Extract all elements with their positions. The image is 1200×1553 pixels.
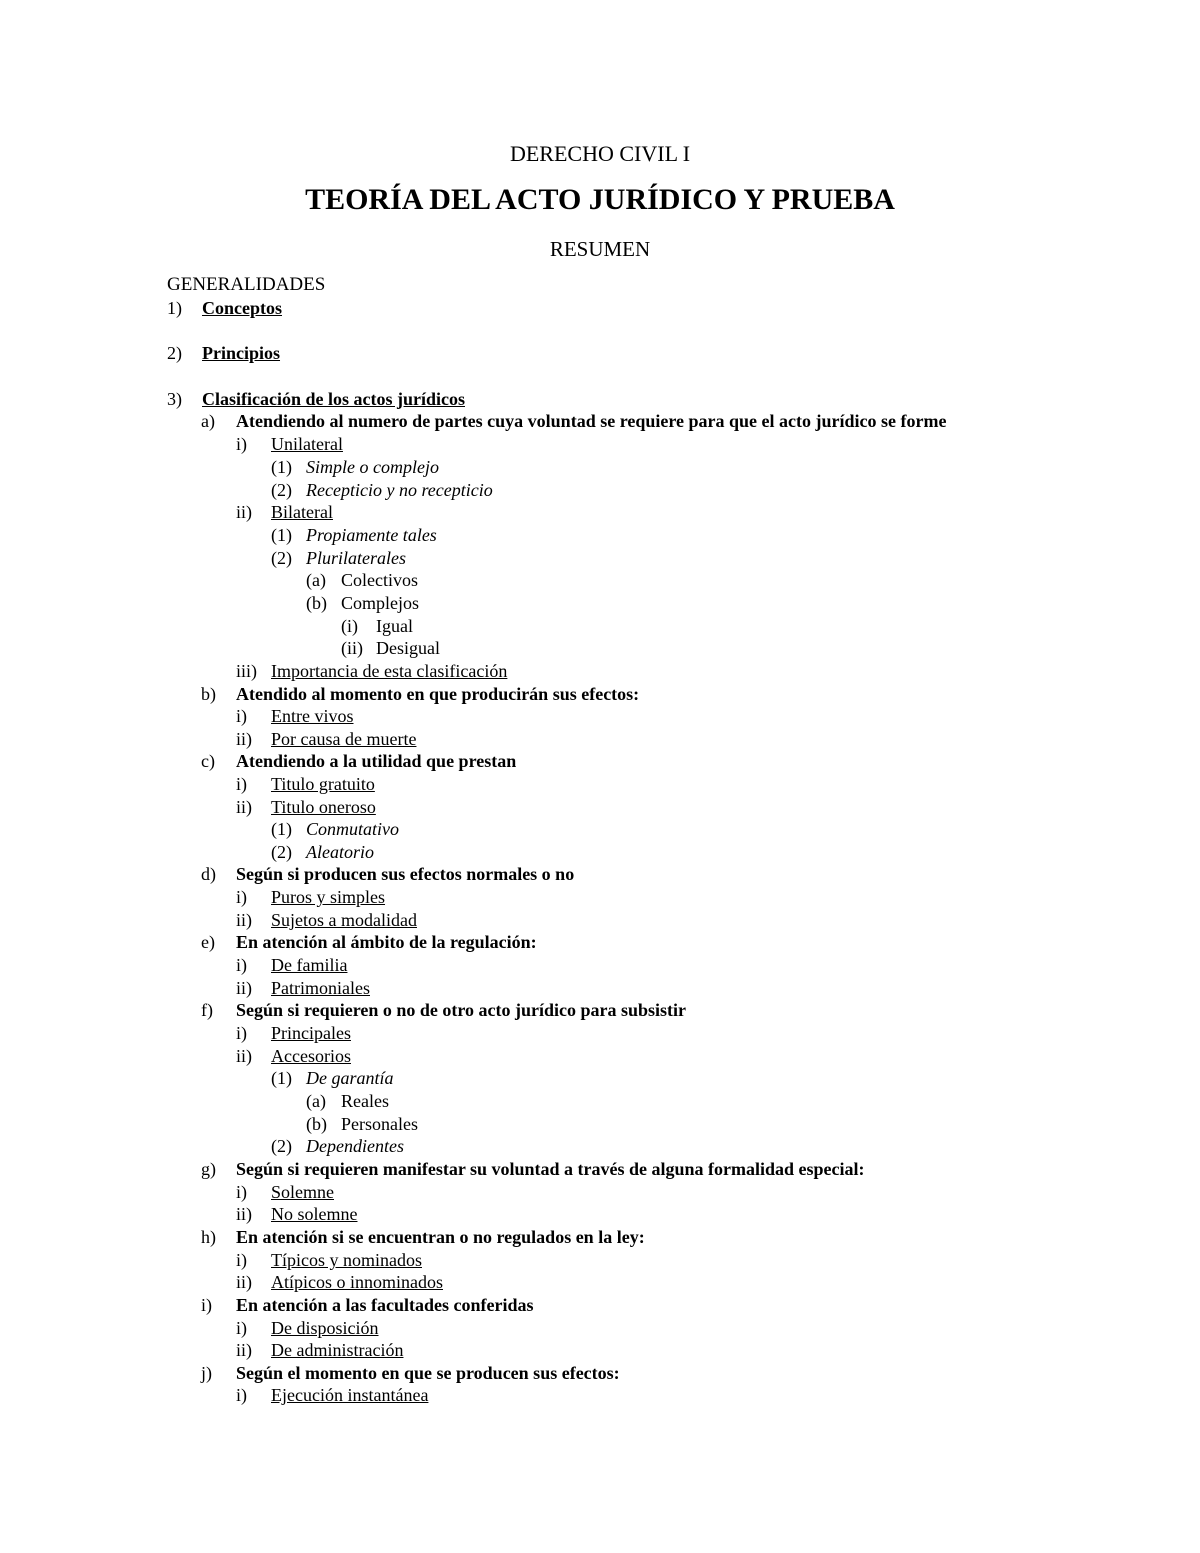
outline-item-text: Según si producen sus efectos normales o no bbox=[236, 864, 575, 884]
outline-item-text: Propiamente tales bbox=[306, 525, 437, 545]
outline-item-text: Conmutativo bbox=[306, 819, 399, 839]
outline-item-text: No solemne bbox=[271, 1204, 358, 1224]
outline-item-number: g) bbox=[201, 1159, 216, 1179]
outline-item-number: ii) bbox=[236, 910, 252, 930]
outline-item-text: Principales bbox=[271, 1023, 351, 1043]
outline-item-text: Clasificación de los actos jurídicos bbox=[202, 389, 465, 409]
outline-item-number: i) bbox=[201, 1295, 212, 1315]
outline-item-text: Titulo oneroso bbox=[271, 797, 376, 817]
outline-item-number: iii) bbox=[236, 661, 257, 681]
outline-item-number: h) bbox=[201, 1227, 216, 1247]
outline-item-text: De administración bbox=[271, 1340, 404, 1360]
outline-item-number: ii) bbox=[236, 797, 252, 817]
outline-item-text: Típicos y nominados bbox=[271, 1250, 422, 1270]
outline-item-number: (b) bbox=[306, 1114, 327, 1134]
outline-item-number: (a) bbox=[306, 570, 326, 590]
outline-item-number: ii) bbox=[236, 1204, 252, 1224]
outline-item-text: Complejos bbox=[341, 593, 420, 613]
outline-item-number: (b) bbox=[306, 593, 327, 613]
outline-item-number: (i) bbox=[341, 616, 358, 636]
outline-item-number: i) bbox=[236, 1023, 247, 1043]
outline-item-number: a) bbox=[201, 411, 215, 431]
outline-item-number: 1) bbox=[167, 298, 182, 318]
outline-item-number: f) bbox=[201, 1000, 213, 1020]
outline-item-text: Bilateral bbox=[271, 502, 333, 522]
outline-item-text: Entre vivos bbox=[271, 706, 354, 726]
outline-item-text: Recepticio y no recepticio bbox=[306, 480, 493, 500]
section-heading: GENERALIDADES bbox=[167, 274, 326, 295]
outline-item-text: Según el momento en que se producen sus efectos: bbox=[236, 1363, 620, 1383]
outline-item-number: i) bbox=[236, 887, 247, 907]
outline-item-number: i) bbox=[236, 706, 247, 726]
outline-item-number: (1) bbox=[271, 819, 292, 839]
outline-item-text: Atípicos o innominados bbox=[271, 1272, 443, 1292]
outline-item-text: Personales bbox=[341, 1114, 418, 1134]
outline-item-number: i) bbox=[236, 774, 247, 794]
outline-item-number: i) bbox=[236, 1318, 247, 1338]
outline-item-number: i) bbox=[236, 434, 247, 454]
outline-item-number: (2) bbox=[271, 480, 292, 500]
outline-item-number: j) bbox=[201, 1363, 212, 1383]
outline-item-text: Importancia de esta clasificación bbox=[271, 661, 508, 681]
document-title: TEORÍA DEL ACTO JURÍDICO Y PRUEBA bbox=[305, 183, 895, 216]
outline-item-number: (2) bbox=[271, 548, 292, 568]
outline-item-text: Simple o complejo bbox=[306, 457, 439, 477]
outline-item-text: Igual bbox=[376, 616, 413, 636]
outline-item-number: ii) bbox=[236, 729, 252, 749]
outline-item-number: ii) bbox=[236, 502, 252, 522]
outline-item-text: Conceptos bbox=[202, 298, 282, 318]
outline-item-text: Ejecución instantánea bbox=[271, 1385, 429, 1405]
outline-item-text: En atención si se encuentran o no regulados en la ley: bbox=[236, 1227, 645, 1247]
outline-item-text: Atendiendo a la utilidad que prestan bbox=[236, 751, 517, 771]
outline-item-text: Según si requieren manifestar su voluntad a través de alguna formalidad especial: bbox=[236, 1159, 865, 1179]
outline-item-text: En atención al ámbito de la regulación: bbox=[236, 932, 537, 952]
outline-item-number: c) bbox=[201, 751, 215, 771]
course-name: DERECHO CIVIL I bbox=[509, 141, 691, 166]
outline-item-number: 2) bbox=[167, 343, 182, 363]
outline-item-number: i) bbox=[236, 1182, 247, 1202]
outline-item-text: De familia bbox=[271, 955, 348, 975]
outline-item-text: Atendiendo al numero de partes cuya voluntad se requiere para que el acto jurídico se forme bbox=[236, 411, 947, 431]
outline-item-text: Unilateral bbox=[271, 434, 343, 454]
outline-item-number: i) bbox=[236, 955, 247, 975]
outline-item-text: Colectivos bbox=[341, 570, 418, 590]
outline-item-number: ii) bbox=[236, 1340, 252, 1360]
outline-item-text: Patrimoniales bbox=[271, 978, 370, 998]
outline-item-number: b) bbox=[201, 684, 216, 704]
outline-item-text: Atendido al momento en que producirán sus efectos: bbox=[236, 684, 640, 704]
outline-item-number: (a) bbox=[306, 1091, 326, 1111]
outline-item-text: Sujetos a modalidad bbox=[271, 910, 417, 930]
outline-item-number: 3) bbox=[167, 389, 182, 409]
outline-item-text: Plurilaterales bbox=[306, 548, 406, 568]
outline-item-text: Aleatorio bbox=[306, 842, 374, 862]
outline-item-text: Principios bbox=[202, 343, 281, 363]
outline-item-number: (2) bbox=[271, 1136, 292, 1156]
outline-item-number: e) bbox=[201, 932, 215, 952]
outline-item-number: (ii) bbox=[341, 638, 363, 658]
outline-item-number: i) bbox=[236, 1250, 247, 1270]
outline-item-number: i) bbox=[236, 1385, 247, 1405]
document-subtitle: RESUMEN bbox=[549, 237, 651, 261]
outline-item-text: De disposición bbox=[271, 1318, 379, 1338]
outline-item-text: En atención a las facultades conferidas bbox=[236, 1295, 534, 1315]
outline-item-text: Desigual bbox=[376, 638, 440, 658]
outline-item-text: Accesorios bbox=[271, 1046, 351, 1066]
outline-item-text: Dependientes bbox=[306, 1136, 404, 1156]
outline-item-text: De garantía bbox=[306, 1068, 394, 1088]
outline-item-number: (1) bbox=[271, 457, 292, 477]
outline-item-number: (2) bbox=[271, 842, 292, 862]
outline-item-text: Solemne bbox=[271, 1182, 334, 1202]
outline-item-text: Según si requieren o no de otro acto jurídico para subsistir bbox=[236, 1000, 687, 1020]
outline-item-number: ii) bbox=[236, 1046, 252, 1066]
outline-item-number: (1) bbox=[271, 1068, 292, 1088]
outline-item-number: ii) bbox=[236, 978, 252, 998]
outline-item-text: Reales bbox=[341, 1091, 389, 1111]
outline-item-number: (1) bbox=[271, 525, 292, 545]
outline-item-number: d) bbox=[201, 864, 216, 884]
outline-item-text: Puros y simples bbox=[271, 887, 386, 907]
outline-item-text: Por causa de muerte bbox=[271, 729, 417, 749]
outline-item-number: ii) bbox=[236, 1272, 252, 1292]
outline-item-text: Titulo gratuito bbox=[271, 774, 375, 794]
